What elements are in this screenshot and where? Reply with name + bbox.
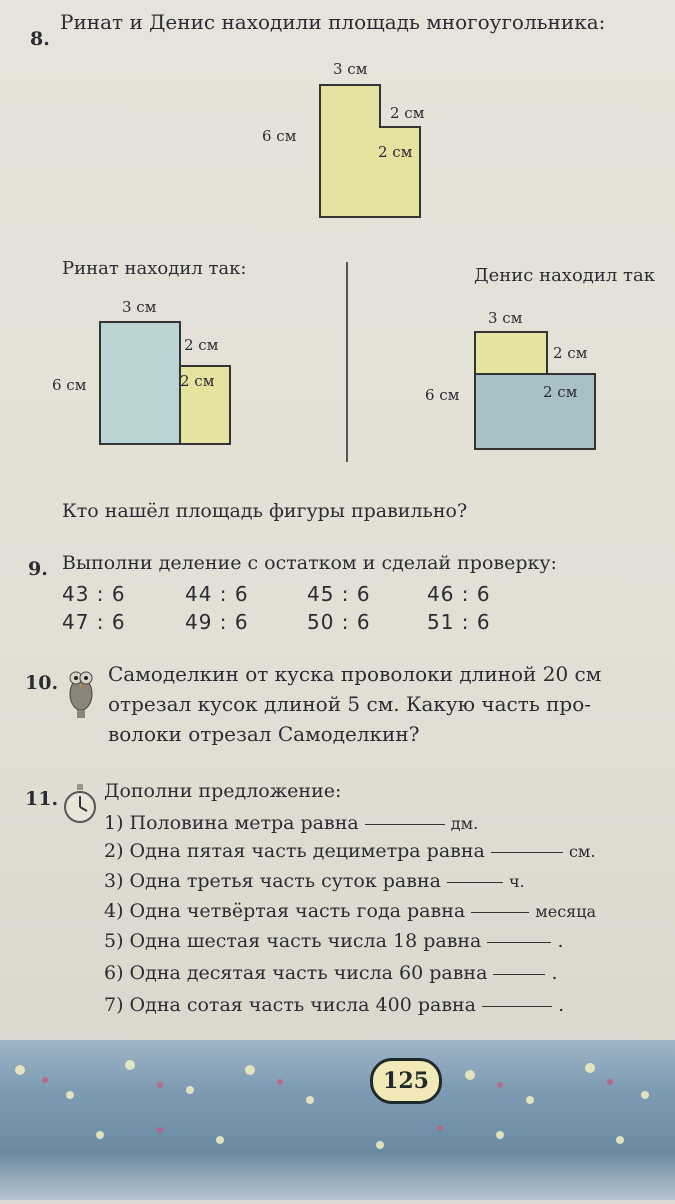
fill-item-text: 2) Одна пятая часть дециметра равна xyxy=(104,840,485,862)
page-number-badge: 125 xyxy=(370,1058,442,1104)
rinat-left-label: 6 см xyxy=(52,376,87,394)
answer-blank[interactable] xyxy=(447,881,503,883)
division-expr: 47 : 6 xyxy=(62,610,126,634)
answer-blank[interactable] xyxy=(471,911,529,913)
fill-item-unit: см. xyxy=(568,842,596,861)
fill-item xyxy=(104,930,564,952)
main-fig-top-label: 3 см xyxy=(333,60,368,78)
answer-blank[interactable] xyxy=(493,973,545,975)
task-10-line-2: отрезал кусок длиной 5 см. Какую часть про- xyxy=(108,692,591,716)
main-fig-left-label: 6 см xyxy=(262,127,297,145)
fill-item xyxy=(104,900,596,922)
division-expr: 43 : 6 xyxy=(62,582,126,606)
main-polygon-figure xyxy=(310,80,440,225)
fill-item-unit: ч. xyxy=(509,872,525,891)
answer-blank[interactable] xyxy=(482,1005,552,1007)
fill-item-unit: дм. xyxy=(450,814,479,833)
answer-blank[interactable] xyxy=(487,941,551,943)
task-11-number: 11. xyxy=(25,788,59,810)
owl-icon xyxy=(64,664,98,720)
denis-left-label: 6 см xyxy=(425,386,460,404)
fill-item xyxy=(104,994,564,1016)
denis-caption: Денис находил так xyxy=(474,265,655,286)
task-10-line-3: волоки отрезал Самоделкин? xyxy=(108,722,420,746)
main-fig-step-label: 2 см xyxy=(378,143,413,161)
denis-yellow-rect xyxy=(475,332,547,374)
answer-blank[interactable] xyxy=(491,851,563,853)
fill-item-unit: . xyxy=(551,962,558,984)
fill-item xyxy=(104,962,558,984)
fill-item-text: 7) Одна сотая часть числа 400 равна xyxy=(104,994,477,1016)
fill-item-text: 4) Одна четвёртая часть года равна xyxy=(104,900,466,922)
fill-item xyxy=(104,812,478,834)
fill-item-text: 5) Одна шестая часть числа 18 равна xyxy=(104,930,482,952)
division-expr: 44 : 6 xyxy=(185,582,249,606)
denis-right-top-label: 2 см xyxy=(553,344,588,362)
stopwatch-icon xyxy=(62,782,98,826)
fill-item xyxy=(104,870,525,892)
task-9-number: 9. xyxy=(28,558,48,580)
rinat-caption: Ринат находил так: xyxy=(62,258,247,279)
task-11-title: Дополни предложение: xyxy=(104,780,342,802)
denis-top-label: 3 см xyxy=(488,309,523,327)
fill-item-unit: месяца xyxy=(535,902,597,921)
rinat-blue-rect xyxy=(100,322,180,444)
task-8-number: 8. xyxy=(30,28,50,50)
fill-item-text: 1) Половина метра равна xyxy=(104,812,359,834)
denis-step-label: 2 см xyxy=(543,383,578,401)
fill-item xyxy=(104,840,595,862)
task-10-line-1: Самоделкин от куска проволоки длиной 20 см xyxy=(108,662,602,686)
rinat-step-label: 2 см xyxy=(180,372,215,390)
division-expr: 51 : 6 xyxy=(427,610,491,634)
snowflake-pattern xyxy=(0,1040,675,1200)
rinat-top-label: 3 см xyxy=(122,298,157,316)
task-9-text: Выполни деление с остатком и сделай проверку: xyxy=(62,552,557,574)
main-fig-right-top-label: 2 см xyxy=(390,104,425,122)
answer-blank[interactable] xyxy=(365,823,445,825)
division-expr: 45 : 6 xyxy=(307,582,371,606)
fill-item-unit: . xyxy=(557,930,564,952)
rinat-right-top-label: 2 см xyxy=(184,336,219,354)
decorative-footer xyxy=(0,1040,675,1200)
task-8-text: Ринат и Денис находили площадь многоугольника: xyxy=(60,10,606,34)
vertical-divider xyxy=(346,262,348,462)
task-10-number: 10. xyxy=(25,672,59,694)
task-8-question: Кто нашёл площадь фигуры правильно? xyxy=(62,500,468,522)
division-expr: 46 : 6 xyxy=(427,582,491,606)
fill-item-text: 3) Одна третья часть суток равна xyxy=(104,870,441,892)
division-expr: 49 : 6 xyxy=(185,610,249,634)
fill-item-unit: . xyxy=(558,994,565,1016)
fill-item-text: 6) Одна десятая часть числа 60 равна xyxy=(104,962,488,984)
division-expr: 50 : 6 xyxy=(307,610,371,634)
